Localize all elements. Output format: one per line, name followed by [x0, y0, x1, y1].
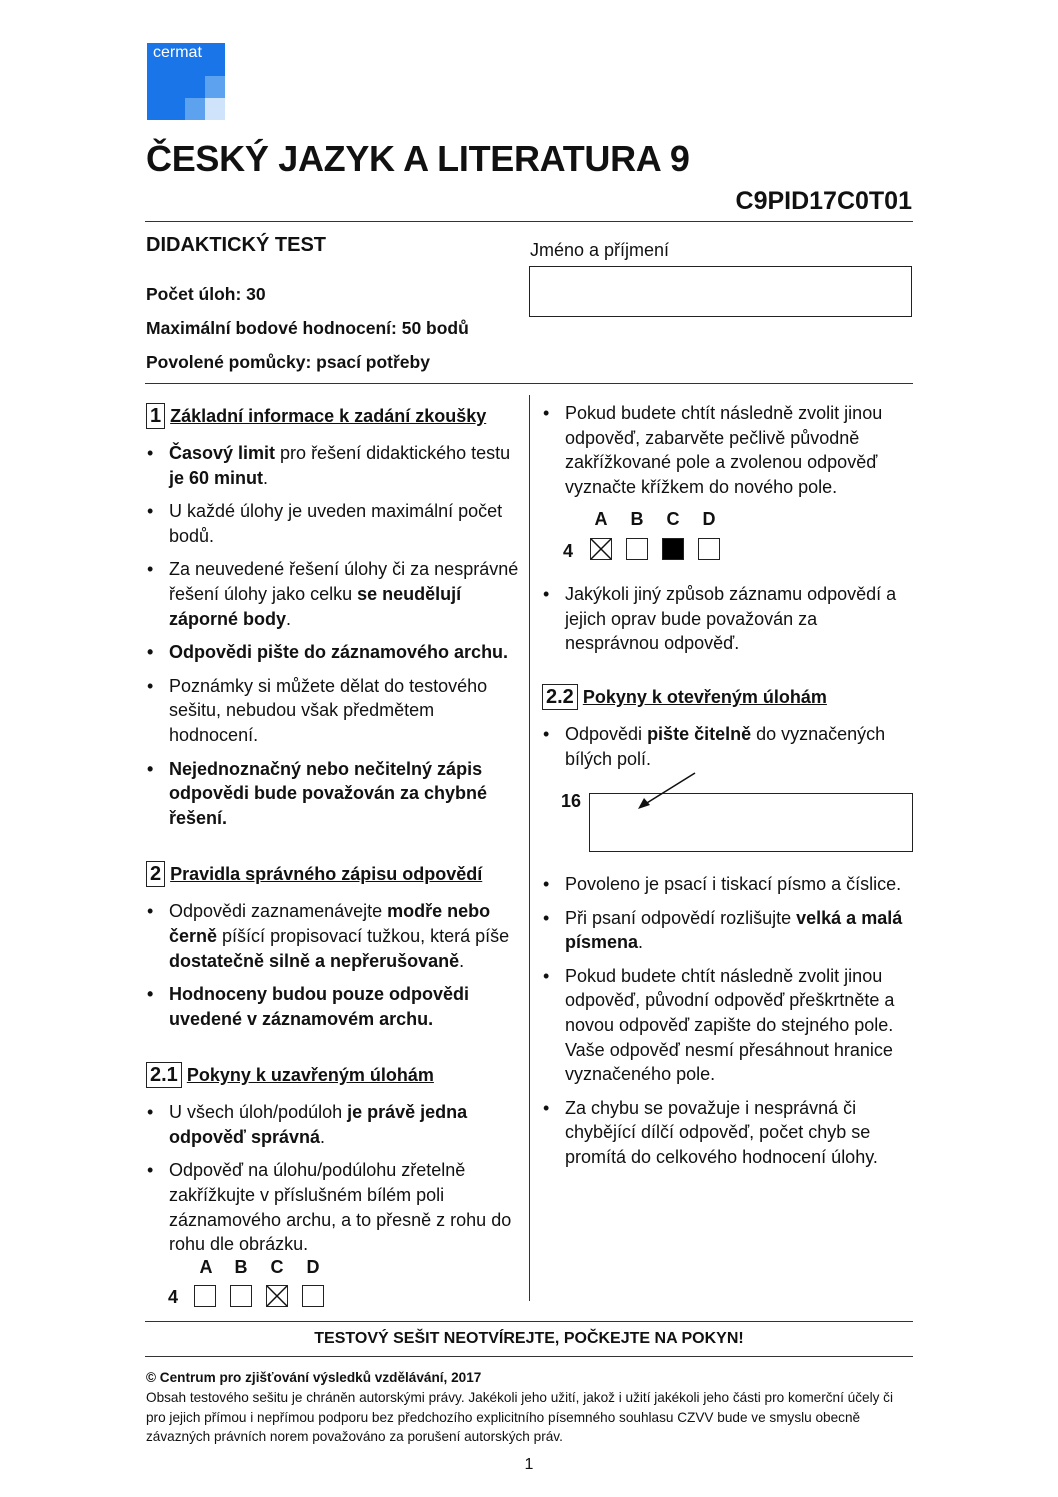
- grid-letter: A: [594, 509, 608, 529]
- section-2-2-heading: [542, 684, 910, 710]
- copyright: © Centrum pro zjišťování výsledků vzdělávání, 2017: [146, 1370, 482, 1385]
- page-title: ČESKÝ JAZYK A LITERATURA 9: [146, 138, 690, 179]
- column-divider: [529, 395, 530, 1301]
- list-item: • Při psaní odpovědí rozlišujte velká a malá písmena.: [542, 906, 910, 955]
- list-item: • Odpověď na úlohu/podúlohu zřetelně zakřížkujte v příslušném bílém poli záznamového archu, a to přesně z rohu do rohu dle obrázku.: [146, 1158, 524, 1256]
- name-field[interactable]: [529, 266, 912, 317]
- section-label: Pokyny k otevřeným úlohám: [582, 686, 827, 707]
- list-item: • Odpovědi zaznamenávejte modře nebo černě píšící propisovací tužkou, která píše dostatečně silně a nepřerušovaně.: [146, 899, 524, 973]
- list-item: • U každé úlohy je uveden maximální počet bodů.: [146, 499, 524, 548]
- test-code: C9PID17C0T01: [735, 187, 912, 215]
- section-number: 1: [146, 403, 165, 429]
- section-2-heading: [146, 861, 524, 887]
- list-item: • Za chybu se považuje i nesprávná či chybějící dílčí odpověď, počet chyb se promítá do celkového hodnocení úlohy.: [542, 1096, 910, 1170]
- list-item: • Za neuvedené řešení úlohy či za nesprávné řešení úlohy jako celku se neudělují záporné body.: [146, 557, 524, 631]
- section-label: Pravidla správného zápisu odpovědí: [170, 864, 483, 885]
- legal-notice: Obsah testového sešitu je chráněn autorskými právy. Jakékoli jeho užití, jakož i užití jakékoli jeho části pro komerční účely či pro jejich přímou i nepřímou podporu bez předchozího explicitního písemného souhlasu CZVV bude ve smyslu obecně závazných právních norem považováno za porušení autorských práv.: [146, 1390, 893, 1444]
- checkbox[interactable]: [626, 538, 648, 560]
- grid-letter: D: [306, 1257, 320, 1277]
- checkbox-crossed[interactable]: [266, 1285, 288, 1307]
- list-item: • Poznámky si můžete dělat do testového sešitu, nebudou však předmětem hodnocení.: [146, 674, 524, 748]
- grid-letter: B: [234, 1257, 248, 1277]
- cermat-logo: [147, 43, 225, 120]
- answer-grid-example: [168, 1257, 338, 1313]
- divider: [145, 1356, 913, 1357]
- checkbox[interactable]: [302, 1285, 324, 1307]
- grid-letter: C: [270, 1257, 284, 1277]
- arrow-icon: [630, 770, 700, 812]
- logo-square: [205, 76, 225, 98]
- grid-letter: A: [199, 1257, 213, 1277]
- list-item: • Hodnoceny budou pouze odpovědi uvedené v záznamovém archu.: [146, 982, 524, 1031]
- grid-row-number: 4: [563, 541, 574, 561]
- section-number: 2.1: [146, 1062, 182, 1088]
- right-column-mid: [542, 582, 910, 656]
- cross-icon: [267, 1286, 287, 1306]
- list-item: • U všech úloh/podúloh je právě jedna odpověď správná.: [146, 1100, 524, 1149]
- list-item: • Odpovědi pište čitelně do vyznačených bílých polí.: [542, 722, 910, 771]
- page-number: 1: [524, 1456, 534, 1473]
- cross-icon: [591, 539, 611, 559]
- warning-text: TESTOVÝ SEŠIT NEOTVÍREJTE, POČKEJTE NA POKYN!: [314, 1330, 744, 1347]
- checkbox-filled[interactable]: [662, 538, 684, 560]
- divider: [145, 221, 913, 222]
- logo-square: [185, 98, 205, 120]
- list-item: • Časový limit pro řešení didaktického testu je 60 minut.: [146, 441, 524, 490]
- right-column-bottom: [542, 872, 910, 1170]
- section-label: Základní informace k zadání zkoušky: [170, 405, 487, 426]
- logo-text: cermat: [153, 44, 202, 61]
- section-1-heading: [146, 403, 524, 429]
- logo-square: [205, 98, 225, 120]
- list-item: • Pokud budete chtít následně zvolit jinou odpověď, zabarvěte pečlivě původně zakřížkované pole a zvolenou odpověď vyznačte křížkem do nového pole.: [542, 401, 910, 499]
- grid-letter: D: [702, 509, 716, 529]
- info-points: Maximální bodové hodnocení: 50 bodů: [146, 318, 469, 338]
- info-aids: Povolené pomůcky: psací potřeby: [146, 352, 430, 372]
- divider: [145, 383, 913, 384]
- left-column: [146, 403, 524, 1257]
- checkbox[interactable]: [698, 538, 720, 560]
- name-label: Jméno a příjmení: [530, 240, 670, 260]
- section-number: 2.2: [542, 684, 578, 710]
- answer-grid-correction: [563, 509, 733, 565]
- checkbox[interactable]: [230, 1285, 252, 1307]
- list-item: • Jakýkoli jiný způsob záznamu odpovědí a jejich oprav bude považován za nesprávnou odpověď.: [542, 582, 910, 656]
- answer-number: 16: [561, 791, 582, 811]
- list-item: • Nejednoznačný nebo nečitelný zápis odpovědi bude považován za chybné řešení.: [146, 757, 524, 831]
- right-column-top: [542, 401, 910, 499]
- list-item: • Odpovědi pište do záznamového archu.: [146, 640, 524, 665]
- checkbox[interactable]: [194, 1285, 216, 1307]
- grid-letter: B: [630, 509, 644, 529]
- section-2-1-heading: [146, 1062, 524, 1088]
- section-label: Pokyny k uzavřeným úlohám: [186, 1064, 434, 1085]
- test-type: DIDAKTICKÝ TEST: [146, 234, 326, 256]
- list-item: • Pokud budete chtít následně zvolit jinou odpověď, původní odpověď přeškrtněte a novou odpověď zapište do stejného pole. Vaše odpověď nesmí přesáhnout hranice vyznačeného pole.: [542, 964, 910, 1087]
- grid-row-number: 4: [168, 1287, 179, 1307]
- checkbox-crossed[interactable]: [590, 538, 612, 560]
- section-number: 2: [146, 861, 165, 887]
- right-column-section: [542, 684, 910, 771]
- grid-letter: C: [666, 509, 680, 529]
- info-count: Počet úloh: 30: [146, 284, 266, 304]
- list-item: • Povoleno je psací i tiskací písmo a číslice.: [542, 872, 910, 897]
- divider: [145, 1321, 913, 1322]
